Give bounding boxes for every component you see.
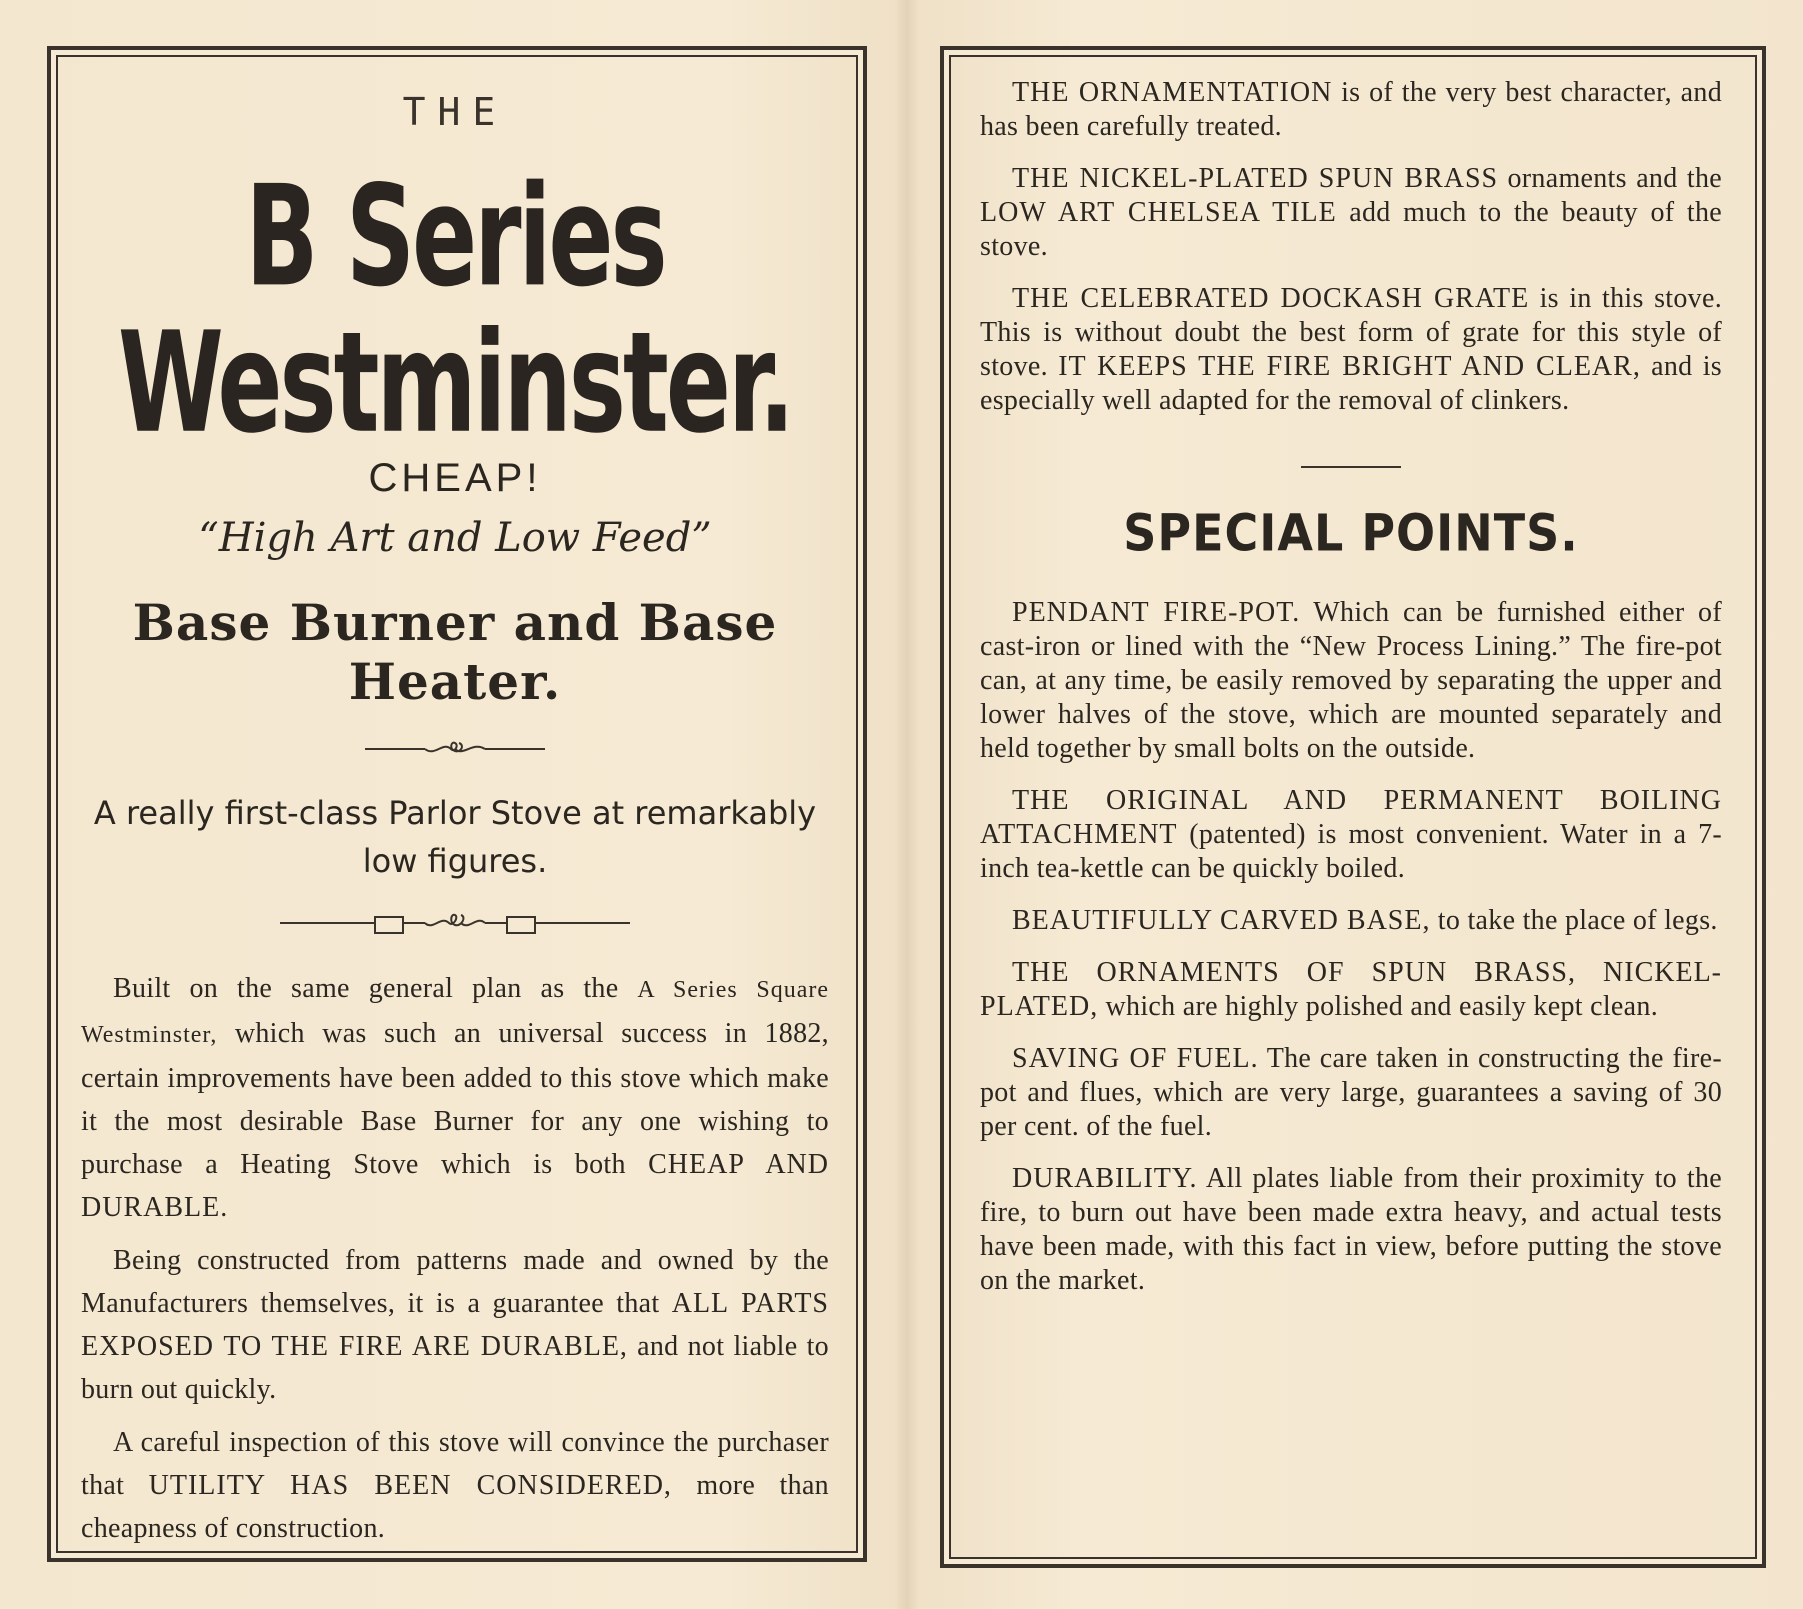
main-title: B Series Westminster. bbox=[117, 155, 793, 464]
p1-text-c: which was such an universal success in 1882, certain improvements have been added to this stove which make it the most desirable Base Burner for any one wishing to purchase a Heating Stove which is both bbox=[81, 1017, 829, 1180]
p3-utility: UTILITY HAS BEEN CONSIDERED, bbox=[148, 1469, 672, 1501]
p3-text-c: more than cheapness of construction. bbox=[81, 1469, 829, 1544]
boiling-lead: THE ORIGINAL AND PERMANENT BOILING ATTACHMENT bbox=[980, 785, 1722, 850]
tagline: “High Art and Low Feed” bbox=[198, 514, 712, 561]
dockash-end: and is especially well adapted for the removal of clinkers. bbox=[980, 351, 1722, 416]
pendant-lead: PENDANT FIRE-POT. bbox=[1012, 597, 1301, 628]
special-points-heading: SPECIAL POINTS. bbox=[1123, 503, 1579, 563]
pendant-fire-pot bbox=[980, 596, 1722, 766]
scroll-ornament-small bbox=[355, 737, 555, 761]
spun-brass-paragraph bbox=[980, 162, 1722, 264]
chelsea-tile: LOW ART CHELSEA TILE bbox=[980, 197, 1337, 228]
carved-lead: BEAUTIFULLY CARVED BASE, bbox=[1012, 905, 1431, 936]
page-fold bbox=[895, 0, 919, 1609]
saving-of-fuel bbox=[980, 1042, 1722, 1144]
scroll-ornament-large bbox=[275, 909, 635, 939]
dockash-text: is in this stove. This is without doubt the best form of grate for this style of stove. bbox=[980, 283, 1722, 382]
durability-text: All plates liable from their proximity to the fire, to burn out have been made extra heavy, and actual tests have been made, with this fact in view, before putting the stove on the market. bbox=[980, 1163, 1722, 1296]
title-the: THE bbox=[402, 90, 508, 134]
dockash-lead: THE CELEBRATED DOCKASH GRATE bbox=[1012, 283, 1530, 314]
fuel-text: The care taken in constructing the fire-pot and flues, which are very large, guarantees a saving of 30 per cent. of the fuel. bbox=[980, 1043, 1722, 1142]
left-page-frame bbox=[47, 46, 867, 1562]
body-paragraph-3 bbox=[81, 1421, 829, 1550]
cheap-heading: CHEAP! bbox=[368, 455, 542, 500]
subtitle-base-burner: Base Burner and Base Heater. bbox=[132, 592, 778, 711]
p3-text-a: A careful inspection of this stove will convince the purchaser that bbox=[81, 1426, 829, 1501]
p1-text-a: Built on the same general plan as the bbox=[113, 972, 638, 1004]
ornamentation-text: is of the very best character, and has been carefully treated. bbox=[980, 77, 1723, 142]
section-divider bbox=[1301, 466, 1401, 468]
ornamentation-lead: THE ORNAMENTATION bbox=[1012, 77, 1333, 108]
fuel-lead: SAVING OF FUEL. bbox=[1012, 1043, 1259, 1074]
ornaments-lead: THE ORNAMENTS OF SPUN BRASS, NICKEL-PLATED, bbox=[980, 957, 1722, 1022]
body-paragraph-1 bbox=[81, 967, 829, 1229]
dockash-paragraph bbox=[980, 282, 1722, 418]
spun-brass-lead: THE NICKEL-PLATED SPUN BRASS bbox=[1012, 163, 1499, 194]
p1-cheap-durable: CHEAP AND DURABLE. bbox=[81, 1148, 829, 1223]
durability bbox=[980, 1162, 1722, 1298]
keeps-fire: IT KEEPS THE FIRE BRIGHT AND CLEAR, bbox=[1058, 351, 1641, 382]
p2-text-a: Being constructed from patterns made and owned by the Manufacturers themselves, it is a guarantee that bbox=[81, 1244, 829, 1319]
spun-brass-end: add much to the beauty of the stove. bbox=[980, 197, 1722, 262]
body-paragraph-2 bbox=[81, 1239, 829, 1411]
left-page-content bbox=[81, 90, 829, 1560]
carved-text: to take the place of legs. bbox=[1430, 905, 1718, 936]
intro-text: A really first-class Parlor Stove at remarkably low figures. bbox=[93, 793, 817, 880]
p1-series-name: A Series Square Westminster, bbox=[81, 976, 829, 1048]
boiling-text: (patented) is most convenient. Water in a 7-inch tea-kettle can be quickly boiled. bbox=[980, 819, 1722, 884]
p2-all-parts: ALL PARTS EXPOSED TO THE FIRE ARE DURABLE, bbox=[81, 1287, 829, 1362]
carved-base bbox=[980, 904, 1722, 938]
boiling-attachment bbox=[980, 784, 1722, 886]
p2-text-c: and not liable to burn out quickly. bbox=[81, 1330, 829, 1405]
ornamentation-paragraph bbox=[980, 76, 1722, 144]
pendant-text: Which can be furnished either of cast-iron or lined with the “New Process Lining.” The fire-pot can, at any time, be easily removed by separating the upper and lower halves of the stove, which are mounted separately and held together by small bolts on the outside. bbox=[980, 597, 1722, 764]
right-page-content bbox=[980, 76, 1722, 1316]
ornaments-spun-brass bbox=[980, 956, 1722, 1024]
durability-lead: DURABILITY. bbox=[1012, 1163, 1198, 1194]
right-page-frame bbox=[940, 46, 1766, 1568]
spun-brass-text: ornaments and the bbox=[1498, 163, 1722, 194]
ornaments-text: which are highly polished and easily kept clean. bbox=[1098, 991, 1658, 1022]
